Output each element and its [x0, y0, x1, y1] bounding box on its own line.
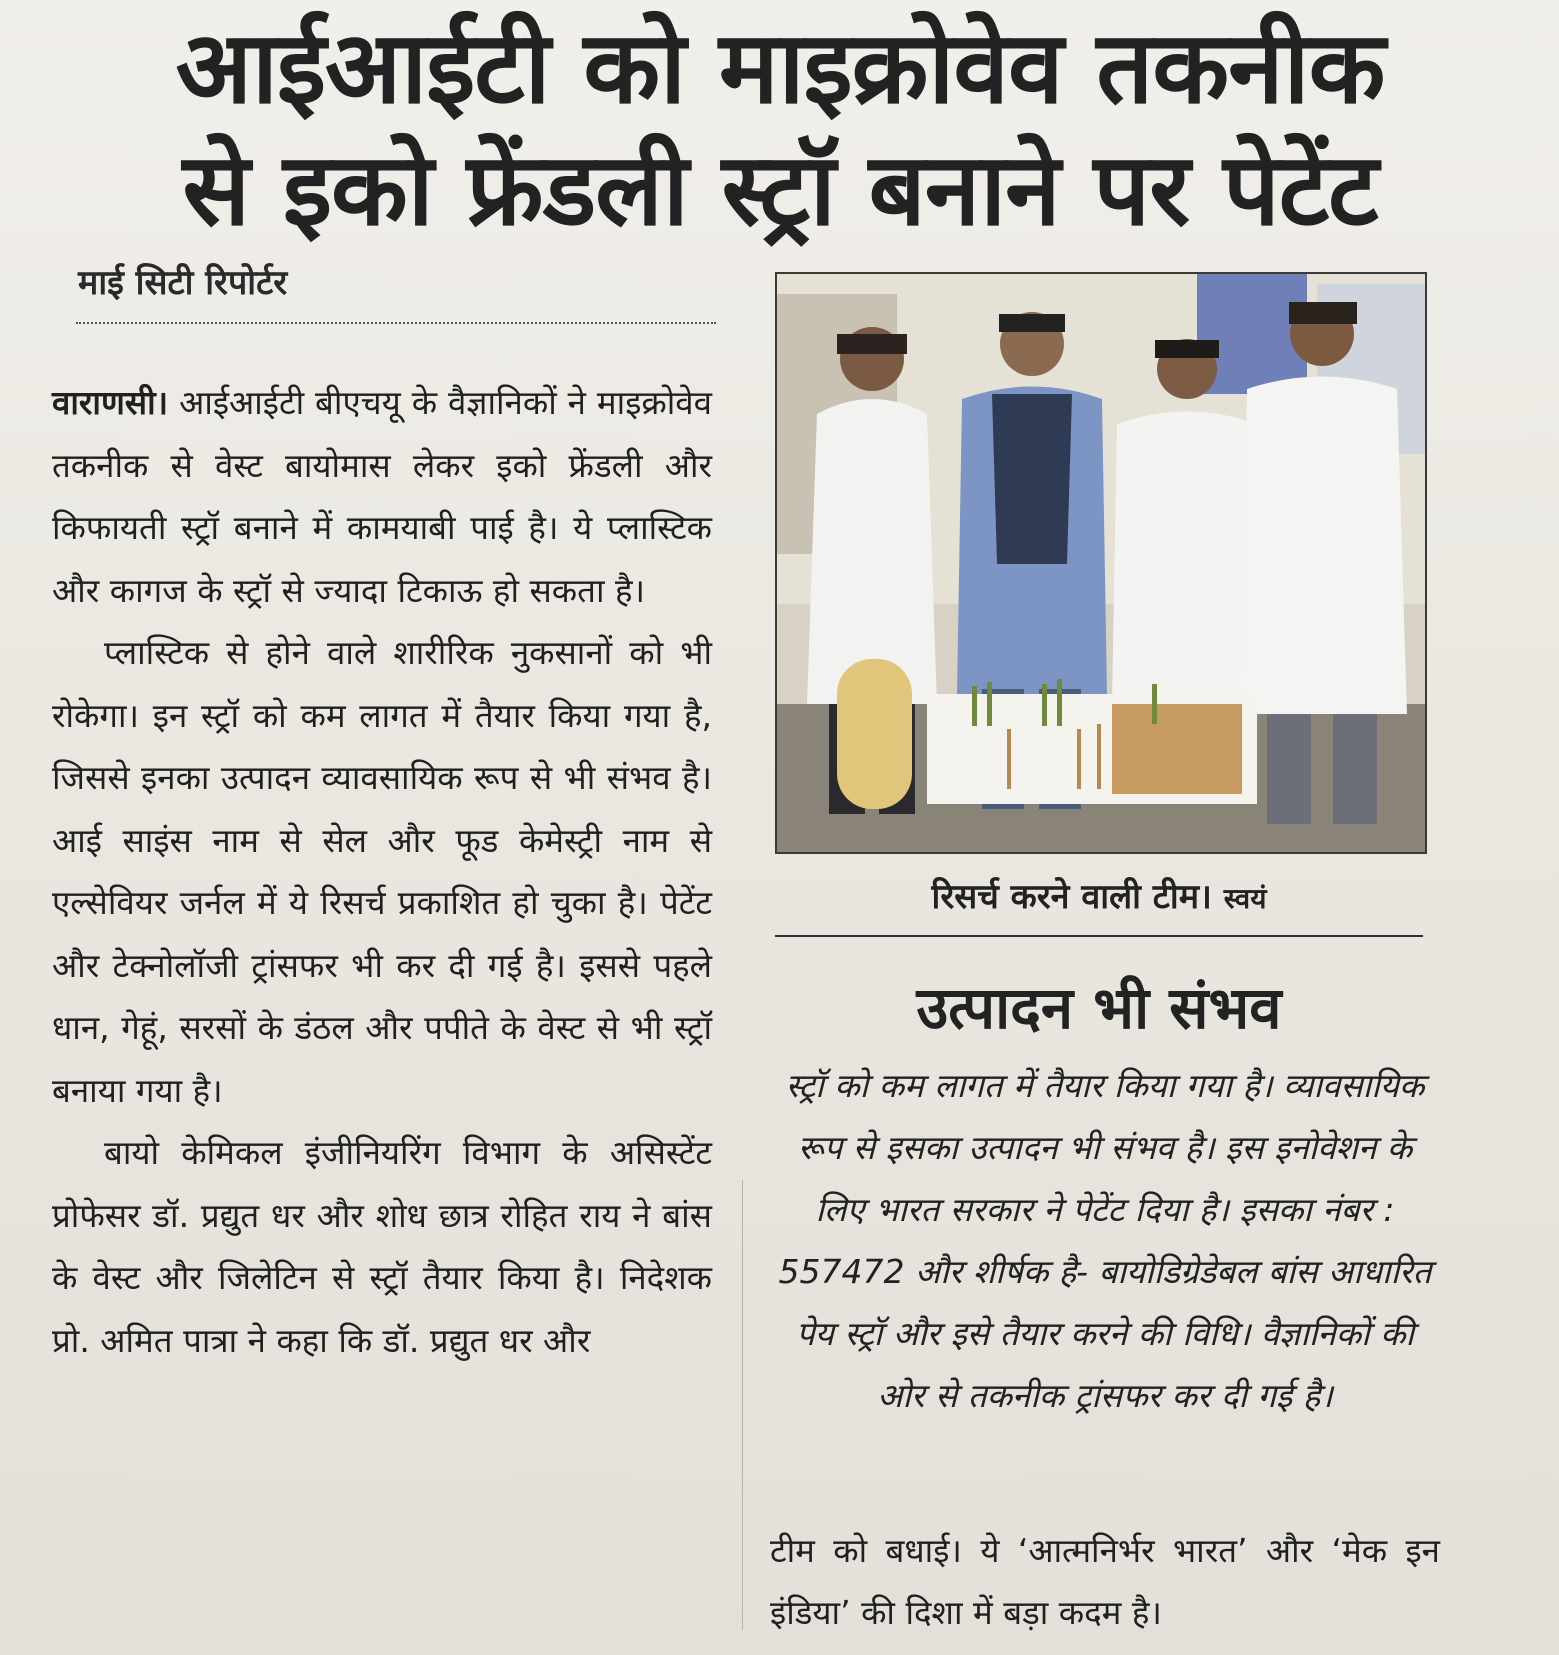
byline-divider — [76, 322, 716, 324]
right-column-tail: टीम को बधाई। ये ‘आत्मनिर्भर भारत’ और ‘मेक इन इंडिया’ की दिशा में बड़ा कदम है। — [770, 1531, 1440, 1632]
column-divider — [742, 1180, 743, 1630]
dateline: वाराणसी। — [52, 383, 169, 422]
paragraph-2: प्लास्टिक से होने वाले शारीरिक नुकसानों को भी रोकेगा। इन स्ट्रॉ को कम लागत में तैयार किया गया है, जिससे इनका उत्पादन व्यावसायिक रूप से भी संभव है। आई साइंस नाम से सेल और फूड केमेस्ट्री नाम से एल्सेवियर जर्नल में ये रिसर्च प्रकाशित हो चुका है। पेटेंट और टेक्नोलॉजी ट्रांसफर भी कर दी गई है। इससे पहले धान, गेहूं, सरसों के डंठल और पपीते के वेस्ट से भी स्ट्रॉ बनाया गया है। — [52, 633, 712, 1110]
sidebar-heading: उत्पादन भी संभव — [916, 974, 1282, 1042]
team-photo-illustration — [777, 274, 1425, 852]
photo-caption — [775, 872, 1423, 918]
sidebar-divider — [775, 935, 1423, 937]
byline: माई सिटी रिपोर्टर — [78, 263, 288, 303]
photo-caption-text: रिसर्च करने वाली टीम। — [931, 877, 1212, 917]
headline-line-2: से इको फ्रेंडली स्ट्रॉ बनाने पर पेटेंट — [182, 131, 1378, 248]
paragraph-1-text: आईआईटी बीएचयू के वैज्ञानिकों ने माइक्रोवेव तकनीक से वेस्ट बायोमास लेकर इको फ्रेंडली और किफायती स्ट्रॉ बनाने में कामयाबी पाई है। ये प्लास्टिक और कागज के स्ट्रॉ से ज्यादा टिकाऊ हो सकता है। — [52, 383, 712, 610]
paragraph-3: बायो केमिकल इंजीनियरिंग विभाग के असिस्टेंट प्रोफेसर डॉ. प्रद्युत धर और शोध छात्र रोहित राय ने बांस के वेस्ट और जिलेटिन से स्ट्रॉ तैयार किया है। निदेशक प्रो. अमित पात्रा ने कहा कि डॉ. प्रद्युत धर और — [52, 1133, 712, 1360]
main-column — [52, 372, 712, 1372]
photo-credit: स्वयं — [1223, 882, 1267, 915]
sidebar-text: स्ट्रॉ को कम लागत में तैयार किया गया है। व्यावसायिक रूप से इसका उत्पादन भी संभव है। इस इनोवेशन के लिए भारत सरकार ने पेटेंट दिया है। इसका नंबर : 557472 और शीर्षक है- बायोडिग्रेडेबल बांस आधारित पेय स्ट्रॉ और इसे तैयार करने की विधि। वैज्ञानिकों की ओर से तकनीक ट्रांसफर कर दी गई है। — [778, 1066, 1432, 1415]
team-photo — [775, 272, 1427, 854]
paragraph-1 — [52, 372, 712, 622]
headline-line-1: आईआईटी को माइक्रोवेव तकनीक — [175, 9, 1385, 126]
